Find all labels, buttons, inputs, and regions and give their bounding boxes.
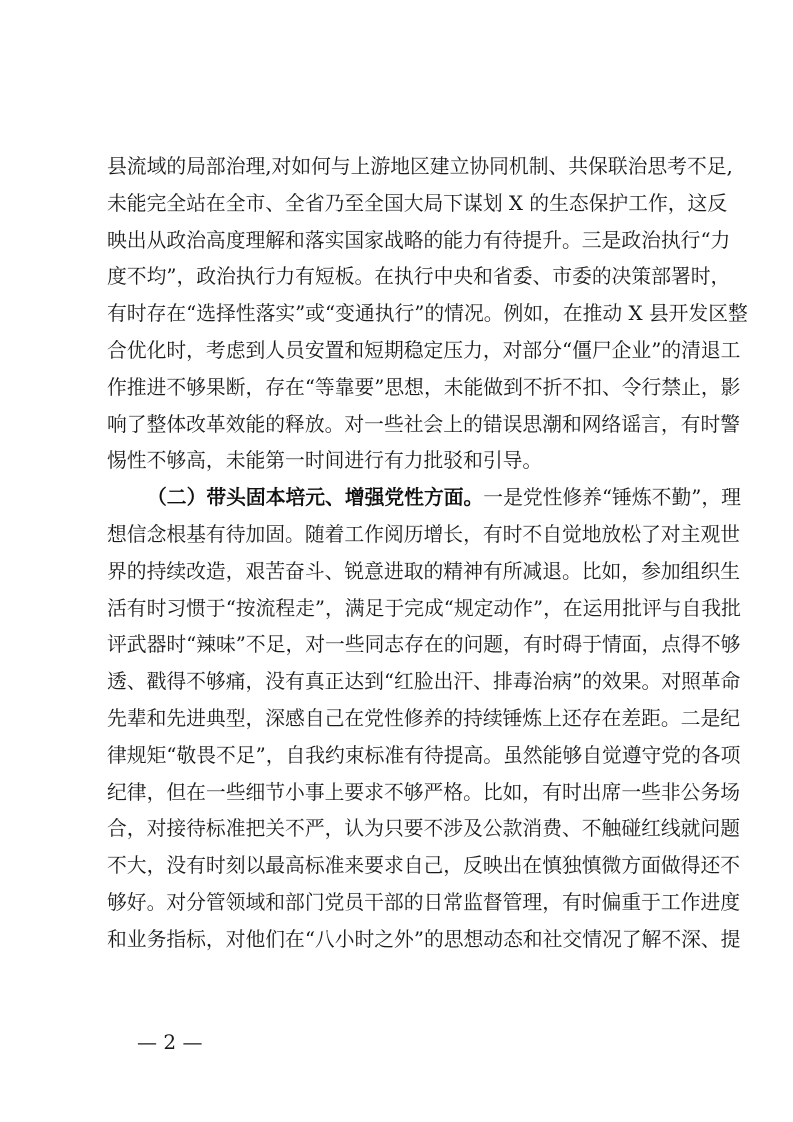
text-line: 先辈和先进典型，深感自己在党性修养的持续锤炼上还存在差距。二是纪 bbox=[107, 706, 741, 730]
text-line: 活有时习惯于“按流程走”，满足于完成“规定动作”，在运用批评与自我批 bbox=[107, 596, 741, 620]
section-heading-line bbox=[107, 480, 741, 517]
body-text bbox=[107, 149, 748, 959]
text-line: 有时存在“选择性落实”或“变通执行”的情况。例如，在推动 X 县开发区整 bbox=[107, 302, 748, 326]
text-line: 想信念根基有待加固。随着工作阅历增长，有时不自觉地放松了对主观世 bbox=[107, 522, 741, 546]
text-line: 界的持续改造，艰苦奋斗、锐意进取的精神有所减退。比如，参加组织生 bbox=[107, 559, 741, 583]
text-line: 和业务指标，对他们在“八小时之外”的思想动态和社交情况了解不深、提 bbox=[107, 927, 741, 951]
text-line: 度不均”，政治执行力有短板。在执行中央和省委、市委的决策部署时， bbox=[107, 265, 731, 289]
section-heading-continuation: 一是党性修养“锤炼不勤”，理 bbox=[483, 486, 741, 510]
text-line: 响了整体改革效能的释放。对一些社会上的错误思潮和网络谣言，有时警 bbox=[107, 412, 741, 436]
text-line: 评武器时“辣味”不足，对一些同志存在的问题，有时碍于情面，点得不够 bbox=[107, 633, 741, 657]
text-line: 纪律，但在一些细节小事上要求不够严格。比如，有时出席一些非公务场 bbox=[107, 780, 741, 804]
text-line: 县流域的局部治理,对如何与上游地区建立协同机制、共保联治思考不足, bbox=[107, 155, 733, 178]
text-line: 映出从政治高度理解和落实国家战略的能力有待提升。三是政治执行“力 bbox=[107, 228, 731, 252]
text-line: 透、戳得不够痛，没有真正达到“红脸出汗、排毒治病”的效果。对照革命 bbox=[107, 670, 741, 694]
text-line: 不大，没有时刻以最高标准来要求自己，反映出在慎独慎微方面做得还不 bbox=[107, 854, 741, 878]
text-line: 未能完全站在全市、全省乃至全国大局下谋划 X 的生态保护工作，这反 bbox=[107, 191, 728, 215]
text-line: 合，对接待标准把关不严，认为只要不涉及公款消费、不触碰红线就问题 bbox=[107, 817, 741, 841]
text-line: 够好。对分管领域和部门党员干部的日常监督管理，有时偏重于工作进度 bbox=[107, 890, 741, 914]
text-line: 惕性不够高，未能第一时间进行有力批驳和引导。 bbox=[107, 449, 543, 473]
page-number: — 2 — bbox=[137, 1030, 203, 1054]
text-line: 律规矩“敬畏不足”，自我约束标准有待提高。虽然能够自觉遵守党的各项 bbox=[107, 743, 741, 767]
text-line: 合优化时，考虑到人员安置和短期稳定压力，对部分“僵尸企业”的清退工 bbox=[107, 338, 741, 362]
section-heading: （二）带头固本培元、增强党性方面。 bbox=[147, 486, 484, 510]
text-line: 作推进不够果断，存在“等靠要”思想，未能做到不折不扣、令行禁止，影 bbox=[107, 375, 741, 399]
